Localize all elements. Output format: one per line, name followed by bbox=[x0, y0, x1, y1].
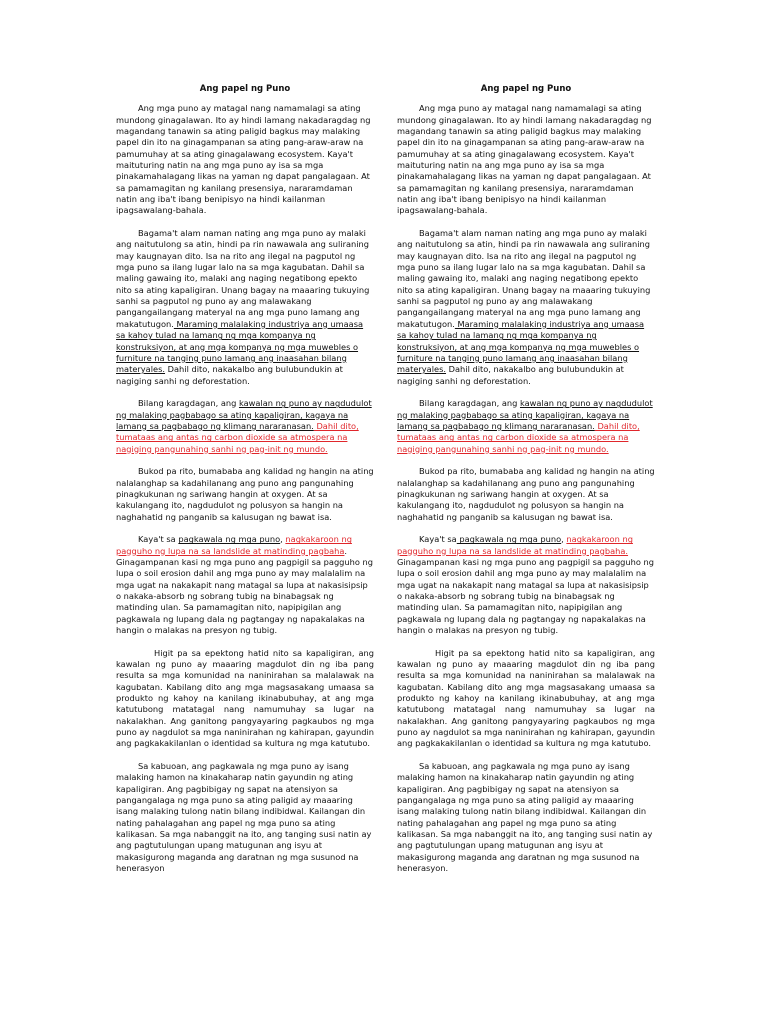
paragraph-5-text-end: Ginagampanan kasi ng mga puno ang pagpigil sa pagguho ng lupa o soil erosion dahil ang mga puno ay may malalalim na mga ugat na nakakapit nang matagal sa lupa at nakasisipsip o nakaka-absorb ng sobrang tubig na binabagsak ng matinding ulan. Sa pamamagitan nito, napipigilan ang pagkawala ng lupang dala ng pagtangay ng napakalakas na hangin o malakas na presyon ng tubig. bbox=[397, 556, 655, 635]
paragraph-5-red-highlight: nagkakaroon ng pagguho ng lupa na sa landslide at matinding pagbaha bbox=[116, 534, 352, 556]
paragraph-7: Sa kabuoan, ang pagkawala ng mga puno ay isang malaking hamon na kinakaharap natin gayundin ng ating kapaligiran. Ang pagbibigay ng sapat na atensiyon sa pangangalaga ng mga puno sa ating paligid ay maaaring isang malaking tulong natin bilang indibidwal. Kailangan din nating pahalagahan ang papel ng mga puno sa ating kalikasan. Sa mga nabanggit na ito, ang tanging susi natin ay ang pagtutulungan upang matugunan ang isyu at makasigurong maganda ang daratnan ng mga susunod na henerasyon bbox=[116, 761, 372, 874]
paragraph-2 bbox=[116, 228, 374, 387]
paragraph-6: Higit pa sa epektong hatid nito sa kapaligiran, ang kawalan ng puno ay maaaring magdulot din ng iba pang resulta sa mga komunidad na naninirahan sa malalawak na kagubatan. Kabilang dito ang mga magsasakang umaasa sa produkto ng kahoy na kanilang ikinabubuhay, at ang mga katutubong matatagal nang namumuhay sa lugar na nakalakhan. Ang ganitong pangyayaring pagkaubos ng mga puno ay nagdulot sa mga naninirahan ng kahirapan, gayundin ang pagkakakilanlan o identidad sa kultura ng mga katutubo. bbox=[397, 647, 655, 749]
paragraph-1: Ang mga puno ay matagal nang namamalagi sa ating mundong ginagalawan. Ito ay hindi lamang nakadaragdag ng magandang tanawin sa ating paligid bagkus may malaking papel din ito na ginagampanan sa ating pang-araw-araw na pamumuhay at sa ating ginagalawang ecosystem. Kaya't maituturing natin na ang mga puno ay isa sa mga pinakamahalagang likas na yaman ng dapat pangalagaan. At sa pamamagitan ng kanilang presensiya, nararamdaman natin ang iba't ibang benipisyo na hindi kailanman ipagsawalang-bahala. bbox=[116, 103, 371, 216]
paragraph-2-underlined: Maraming malalaking industriya ang umaasa sa kahoy tulad na lamang ng mga kompanya ng konstruksiyon, at ang mga kompanya ng mga muwebles o furniture na tanging puno lamang ang inaasahan bilang materyales. bbox=[116, 318, 364, 375]
paragraph-5-red-highlight: nagkakaroon ng pagguho ng lupa na sa landslide at matinding pagbaha. bbox=[397, 534, 633, 556]
paragraph-2-text-end: Dahil dito, nakakalbo ang bulubundukin at nagiging sanhi ng deforestation. bbox=[116, 364, 343, 386]
paragraph-7: Sa kabuoan, ang pagkawala ng mga puno ay isang malaking hamon na kinakaharap natin gayundin ng ating kapaligiran. Ang pagbibigay ng sapat na atensiyon sa pangangalaga ng mga puno sa ating paligid ay maaaring isang malaking tulong natin bilang indibidwal. Kailangan din nating pahalagahan ang papel ng mga puno sa ating kalikasan. Sa mga nabanggit na ito, ang tanging susi natin ay ang pagtutulungan upang matugunan ang isyu at makasigurong maganda ang daratnan ng mga susunod na henerasyon. bbox=[397, 761, 653, 874]
paragraph-4: Bukod pa rito, bumababa ang kalidad ng hangin na ating nalalanghap sa kadahilanang ang puno ang pangunahing pinagkukunan ng sariwang hangin at oxygen. At sa kakulangang ito, nagdudulot ng polusyon sa hangin na naghahatid ng panganib sa kalusugan ng bawat isa. bbox=[116, 466, 374, 522]
paragraph-5-text: Kaya't sa bbox=[419, 534, 457, 545]
paragraph-3-red-highlight: Dahil dito, tumataas ang antas ng carbon dioxide sa atmospera na nagiging pangunahing sanhi ng pag-init ng mundo. bbox=[116, 420, 359, 454]
paragraph-3-red-highlight: Dahil dito, tumataas ang antas ng carbon dioxide sa atmospera na nagiging pangunahing sanhi ng pag-init ng mundo. bbox=[397, 420, 640, 454]
paragraph-3-text: Bilang karagdagan, ang bbox=[419, 398, 520, 409]
paragraph-3-underlined: kawalan ng puno ay nagdudulot ng malaking pagbabago sa ating kapaligiran, kagaya na lamang sa pagbabago ng klimang nararanasan. bbox=[116, 398, 372, 431]
paragraph-5-comma: , bbox=[280, 534, 286, 545]
paragraph-5 bbox=[116, 534, 374, 636]
paragraph-3 bbox=[116, 398, 374, 455]
paragraph-5-text-end: . Ginagampanan kasi ng mga puno ang pagpigil sa pagguho ng lupa o soil erosion dahil ang mga puno ay may malalalim na mga ugat na nakakapit nang matagal sa lupa at nakasisipsip o nakaka-absorb ng sobrang tubig na binabagsak ng matinding ulan. Sa pamamagitan nito, napipigilan ang pagkawala ng lupang dala ng pagtangay ng napakalakas na hangin o malakas na presyon ng tubig. bbox=[116, 545, 374, 635]
paragraph-5-underlined: pagkawala ng mga puno bbox=[456, 534, 562, 545]
essay-column-right bbox=[397, 84, 655, 886]
paragraph-1: Ang mga puno ay matagal nang namamalagi sa ating mundong ginagalawan. Ito ay hindi lamang nakadaragdag ng magandang tanawin sa ating paligid bagkus may malaking papel din ito na ginagampanan sa ating pang-araw-araw na pamumuhay at sa ating ginagalawang ecosystem. Kaya't maituturing natin na ang mga puno ay isa sa mga pinakamahalagang likas na yaman ng dapat pangalagaan. At sa pamamagitan ng kanilang presensiya, nararamdaman natin ang iba't ibang benipisyo na hindi kailanman ipagsawalang-bahala. bbox=[397, 103, 652, 216]
paragraph-5-text: Kaya't sa bbox=[138, 534, 179, 545]
paragraph-3-text: Bilang karagdagan, ang bbox=[138, 398, 239, 409]
essay-column-left bbox=[116, 84, 374, 886]
paragraph-4: Bukod pa rito, bumababa ang kalidad ng hangin na ating nalalanghap sa kadahilanang ang puno ang pangunahing pinagkukunan ng sariwang hangin at oxygen. At sa kakulangang ito, nagdudulot ng polusyon sa hangin na naghahatid ng panganib sa kalusugan ng bawat isa. bbox=[397, 466, 655, 522]
paragraph-2-text-end: Dahil dito, nakakalbo ang bulubundukin at nagiging sanhi ng deforestation. bbox=[397, 364, 624, 386]
paragraph-3-underlined: kawalan ng puno ay nagdudulot ng malaking pagbabago sa ating kapaligiran, kagaya na lamang sa pagbabago ng klimang nararanasan. bbox=[397, 398, 653, 431]
paragraph-5-comma: , bbox=[561, 534, 567, 545]
paragraph-2-text: Bagama't alam naman nating ang mga puno ay malaki ang naitutulong sa atin, hindi pa rin nawawala ang suliraning may kaugnayan dito. Isa na rito ang ilegal na pagputol ng mga puno sa ilang lugar lalo na sa mga kagubatan. Dahil sa maling gawaing ito, malaki ang naging negatibong epekto nito sa ating kapaligiran. Unang bagay na maaaring tukuying sanhi sa pagputol ng puno ay ang malawakang pangangailangang materyal na ang mga puno lamang ang makatutugon. bbox=[397, 228, 651, 329]
paragraph-2-text: Bagama't alam naman nating ang mga puno ay malaki ang naitutulong sa atin, hindi pa rin nawawala ang suliraning may kaugnayan dito. Isa na rito ang ilegal na pagputol ng mga puno sa ilang lugar lalo na sa mga kagubatan. Dahil sa maling gawaing ito, malaki ang naging negatibong epekto nito sa ating kapaligiran. Unang bagay na maaaring tukuying sanhi sa pagputol ng puno ay ang malawakang pangangailangang materyal na ang mga puno lamang ang makatutugon. bbox=[116, 228, 370, 329]
paragraph-5 bbox=[397, 534, 655, 636]
paragraph-2-underlined: Maraming malalaking industriya ang umaasa sa kahoy tulad na lamang ng mga kompanya ng konstruksiyon, at ang mga kompanya ng mga muwebles o furniture na tanging puno lamang ang inaasahan bilang materyales. bbox=[397, 318, 645, 375]
paragraph-3 bbox=[397, 398, 655, 455]
essay-title: Ang papel ng Puno bbox=[199, 84, 291, 94]
paragraph-5-underlined: pagkawala ng mga puno bbox=[178, 534, 281, 545]
paragraph-6: Higit pa sa epektong hatid nito sa kapaligiran, ang kawalan ng puno ay maaaring magdulot din ng iba pang resulta sa mga komunidad na naninirahan sa malalawak na kagubatan. Kabilang dito ang mga magsasakang umaasa sa produkto ng kahoy na kanilang ikinabubuhay, at ang mga katutubong matatagal nang namumuhay sa lugar na nakalakhan. Ang ganitong pangyayaring pagkaubos ng mga puno ay nagdulot sa mga naninirahan ng kahirapan, gayundin ang pagkakakilanlan o identidad sa kultura ng mga katutubo. bbox=[116, 647, 374, 749]
paragraph-2 bbox=[397, 228, 655, 387]
essay-title: Ang papel ng Puno bbox=[480, 84, 572, 94]
